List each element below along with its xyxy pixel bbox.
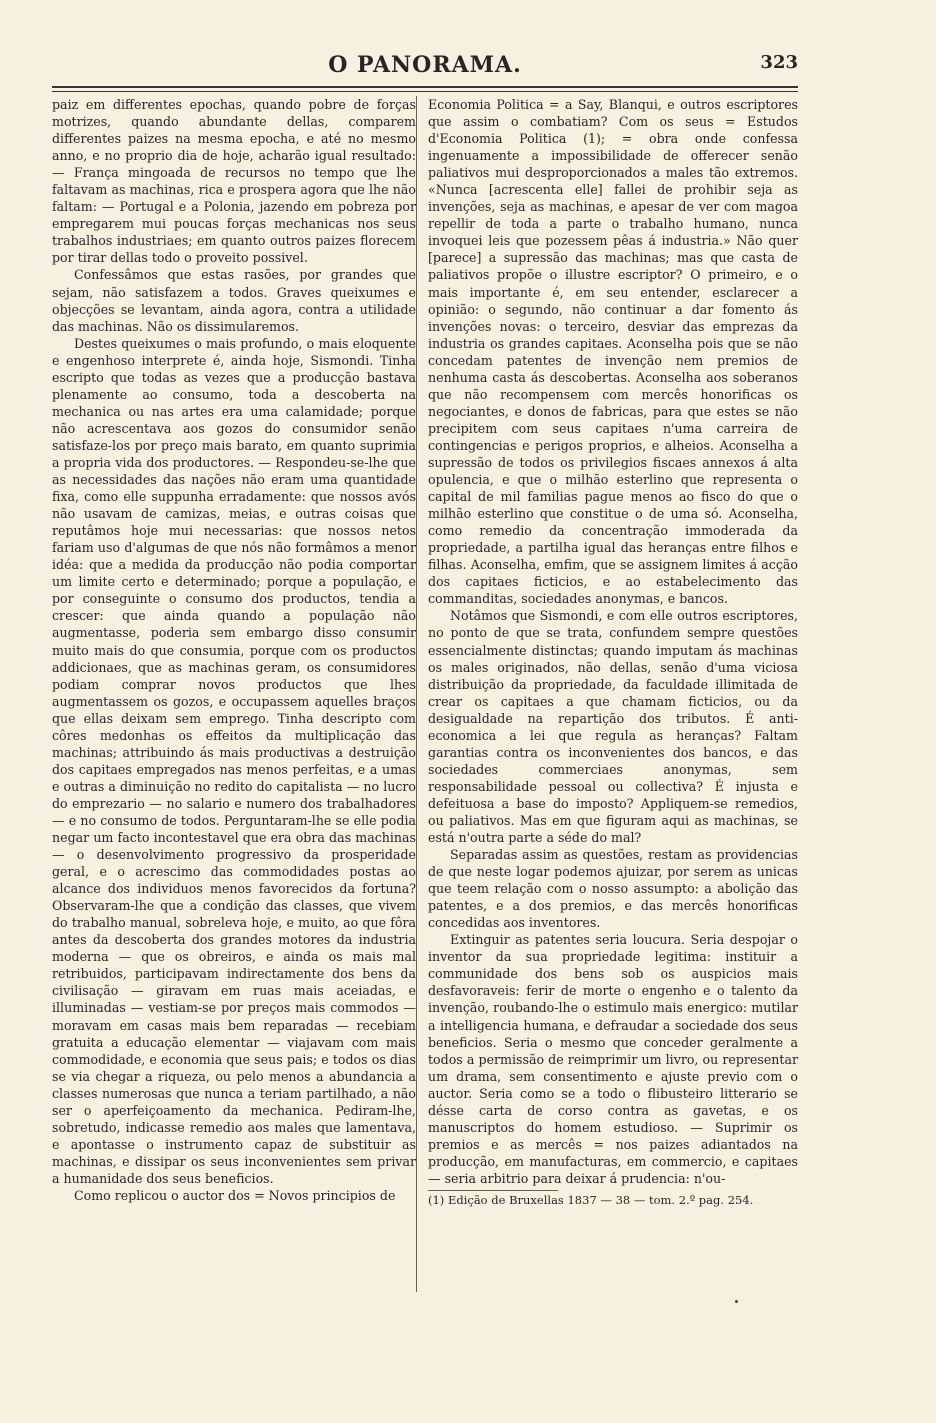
footnote: (1) Edição de Bruxellas 1837 — 38 — tom. 2.º pag. 254. <box>428 1193 754 1207</box>
paragraph: Destes queixumes o mais profundo, o mais eloquente e engenhoso interprete é, ainda hoje, Sismondi. Tinha escripto que todas as vezes que a producção bastava plenamente ao consumo, toda a descoberta na mechanica ou nas artes era uma calamidade; porque não acrescentava aos gozos do consumidor senão satisfaze-los por preço mais barato, em quanto suprimia a propria vida dos productores. — Respondeu-se-lhe que as necessidades das nações não eram uma quantidade fixa, como elle suppunha erradamente: que nossos avós não usavam de camizas, meias, e outras coisas que reputâmos hoje mui necessarias: que nossos netos fariam uso d'algumas de que nós não formâmos a menor idéa: que a medida da producção não podia comportar um limite certo e determinado; porque a população, e por conseguinte o consumo dos productos, tendia a crescer: que ainda quando a população não augmentasse, poderia sem embargo disso consumir muito mais do que consumia, porque com os productos addicionaes, que as machinas geram, os consumidores podiam comprar novos productos que lhes augmentassem os gozos, e occupassem aquelles braços que ellas deixam sem emprego. Tinha descripto com côres medonhas os effeitos da multiplicação das machinas; attribuindo ás mais productivas a destruição dos capitaes empregados nas menos perfeitas, e a umas e outras a diminuição no redito do capitalista — no lucro do emprezario — no salario e numero dos trabalhadores — e no consumo de todos. Perguntaram-lhe se elle podia negar um facto incontestavel que era obra das machinas — o desenvolvimento progressivo da prosperidade geral, e o acrescimo das commodidades postas ao alcance dos individuos menos favorecidos da fortuna? Observaram-lhe que a condição das classes, que vivem do trabalho manual, sobreleva hoje, e muito, ao que fôra antes da descoberta dos grandes motores da industria moderna — que os obreiros, e ainda os mais mal retribuidos, participavam indirectamente dos bens da civilisação — giravam em ruas mais aceiadas, e illuminadas — vestiam-se por preços mais commodos — moravam em casas mais bem reparadas — recebiam gratuita a educação elementar — viajavam com mais commodidade, e economia que seus pais; e todos os dias se via chegar a riqueza, ou pelo menos a abundancia a classes numerosas que nunca a teriam partilhado, a não ser o aperfeiçoamento da mechanica. Pediram-lhe, sobretudo, indicasse remedio aos males que lamentava, e apontasse o instrumento capaz de substituir as machinas, e dissipar os seus inconvenientes sem privar a humanidade dos seus beneficios. <box>52 335 416 1186</box>
paragraph: Notâmos que Sismondi, e com elle outros escriptores, no ponto de que se trata, confundem sempre questões essencialmente distinctas; quando imputam ás machinas os males originados, não dellas, senão d'uma viciosa distribuição da propriedade, da faculdade illimitada de crear os capitaes a que chamam ficticios, ou da desigualdade na repartição dos tributos. É anti-economica a lei que regula as heranças? Faltam garantias contra os inconvenientes dos bancos, e das sociedades commerciaes anonymas, sem responsabilidade pessoal ou collectiva? É injusta e defeituosa a base do imposto? Appliquem-se remedios, ou paliativos. Mas em que figuram aqui as machinas, se está n'outra parte a séde do mal? <box>428 608 798 846</box>
paragraph: Confessâmos que estas rasões, por grandes que sejam, não satisfazem a todos. Graves queixumes e objecções se levantam, ainda agora, contra a utilidade das machinas. Não os dissimularemos. <box>52 267 416 334</box>
column-divider <box>416 96 417 1292</box>
header-rule <box>52 86 798 92</box>
paragraph: Separadas assim as questões, restam as providencias de que neste logar podemos ajuizar, por serem as unicas que teem relação com o nosso assumpto: a abolição das patentes, e a dos premios, e das mercês honorificas concedidas aos inventores. <box>428 847 798 931</box>
right-column <box>428 96 798 1208</box>
footnote-rule <box>428 1190 558 1191</box>
publication-title: O PANORAMA. <box>328 52 522 78</box>
paragraph: Extinguir as patentes seria loucura. Seria despojar o inventor da sua propriedade legitima: instituir a communidade dos bens sob os auspicios mais desfavoraveis: ferir de morte o engenho e o talento da invenção, roubando-lhe o estimulo mais energico: mutilar a intelligencia humana, e defraudar a sociedade dos seus beneficios. Seria o mesmo que conceder geralmente a todos a permissão de reimprimir um livro, ou representar um drama, sem consentimento e ajuste previo com o auctor. Seria como se a todo o flibusteiro litterario se désse carta de corso contra as gavetas, e os manuscriptos do homem estudioso. — Suprimir os premios e as mercês = nos paizes adiantados na producção, em manufacturas, em commercio, e capitaes — seria arbitrio para deixar á prudencia: n'ou- <box>428 932 798 1186</box>
paragraph: paiz em differentes epochas, quando pobre de forças motrizes, quando abundante dellas, comparem differentes paizes na mesma epocha, e até no mesmo anno, e no proprio dia de hoje, acharão igual resultado: — França mingoada de recursos no tempo que lhe faltavam as machinas, rica e prospera agora que lhe não faltam: — Portugal e a Polonia, jazendo em pobreza por empregarem mui poucas forças mechanicas nos seus trabalhos industriaes; em quanto outros paizes florecem por tirar dellas todo o proveito possivel. <box>52 97 416 266</box>
ink-spot <box>735 1300 738 1303</box>
paragraph: Como replicou o auctor dos = Novos principios de <box>74 1188 396 1203</box>
left-column <box>52 96 416 1204</box>
page-header <box>52 52 798 84</box>
paragraph: Economia Politica = a Say, Blanqui, e outros escriptores que assim o combatiam? Com os seus = Estudos d'Economia Politica (1); = obra onde confessa ingenuamente a impossibilidade de offerecer senão paliativos mui desproporcionados a males tão extremos. «Nunca [acrescenta elle] fallei de prohibir seja as invenções, seja as machinas, e apesar de ver com magoa repellir de toda a parte o trabalho humano, nunca invoquei leis que pozessem pêas á industria.» Não quer [parece] a supressão das machinas; mas que casta de paliativos propõe o illustre escriptor? O primeiro, e o mais importante é, em seu entender, esclarecer a opinião: o segundo, não continuar a dar fomento ás invenções novas: o terceiro, desviar das emprezas da industria os grandes capitaes. Aconselha pois que se não concedam patentes de invenção nem premios de nenhuma casta ás descobertas. Aconselha aos soberanos que não recompensem com mercês honorificas os negociantes, e donos de fabricas, para que estes se não precipitem com seus capitaes n'uma carreira de contingencias e perigos proprios, e alheios. Aconselha a supressão de todos os privilegios fiscaes annexos á alta opulencia, e que o milhão esterlino que representa o capital de mil familias pague menos ao fisco do que o milhão esterlino que constitue o de uma só. Aconselha, como remedio da concentração immoderada da propriedade, a partilha igual das heranças entre filhos e filhas. Aconselha, emfim, que se assignem limites á acção dos capitaes ficticios, e ao estabelecimento das commanditas, sociedades anonymas, e bancos. <box>428 97 798 607</box>
page-number: 323 <box>760 52 798 73</box>
